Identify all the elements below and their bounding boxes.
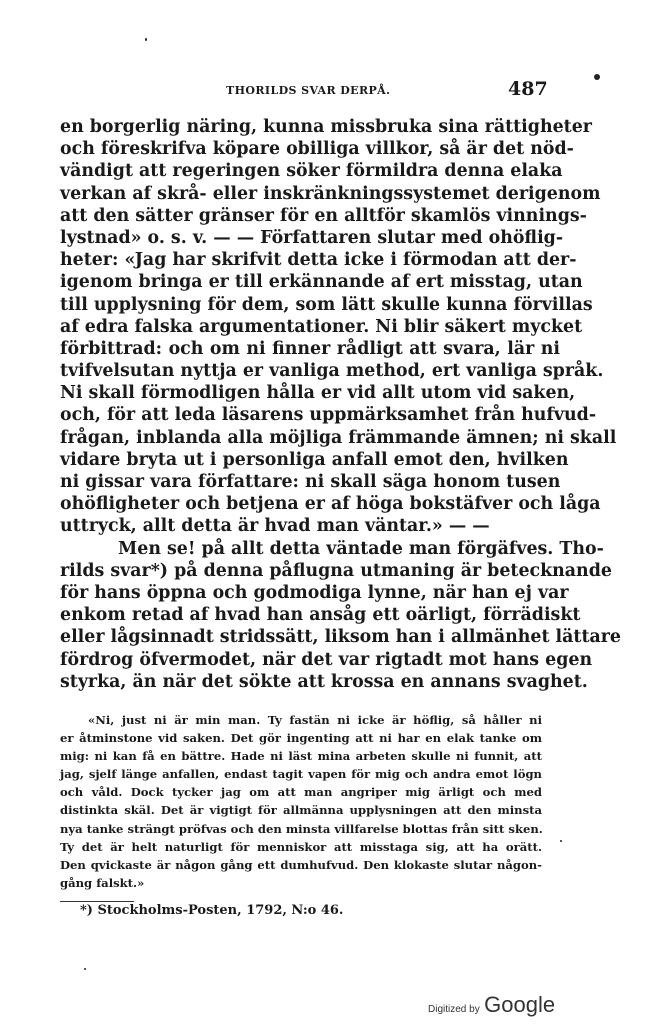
quote-line: distinkta skäl. Det är vigtigt för allmänna upplysningen att den minsta xyxy=(60,803,542,818)
body-line: att den sätter gränser för en alltför skamlös vinnings- xyxy=(60,205,587,226)
quote-line: Ty det är helt naturligt för menniskor att misstaga sig, att ha orätt. xyxy=(60,839,542,854)
quote-line: jag, sjelf länge anfallen, endast tagit vapen för mig och andra emot lögn xyxy=(60,767,542,782)
body-line: igenom bringa er till erkännande af ert misstag, utan xyxy=(60,272,583,293)
body-line: frågan, inblanda alla möjliga främmande ämnen; ni skall xyxy=(60,427,617,448)
body-line: fördrog öfvermodet, när det var rigtadt mot hans egen xyxy=(60,649,593,670)
body-line: eller lågsinnadt stridssätt, liksom han i allmänhet lättare xyxy=(60,627,621,648)
body-line: Men se! på allt detta väntade man förgäfves. Tho- xyxy=(118,538,604,559)
body-line: och föreskrifva köpare obilliga villkor, så är det nöd- xyxy=(60,139,574,160)
body-line: förbittrad: och om ni finner rådligt att svara, lär ni xyxy=(60,338,560,359)
quote-line: mig: ni kan få en bättre. Hade ni läst mina arbeten skulle ni funnit, att xyxy=(60,749,542,764)
body-line: lystnad» o. s. v. — — Författaren slutar med ohöflig- xyxy=(60,227,564,248)
body-line: verkan af skrå- eller inskränkningssystemet derigenom xyxy=(60,183,601,204)
footnote: *) Stockholms-Posten, 1792, N:o 46. xyxy=(80,903,344,918)
body-line: vändigt att regeringen söker förmildra denna elaka xyxy=(60,161,563,182)
body-line: ni gissar vara författare: ni skall säga honom tusen xyxy=(60,472,561,492)
quote-line: och våld. Dock tycker jag om att man angriper mig ärligt och med xyxy=(60,785,542,800)
quote-line: «Ni, just ni är min man. Ty fastän ni icke är höflig, så håller ni xyxy=(88,713,542,727)
body-line: af edra falska argumentationer. Ni blir säkert mycket xyxy=(60,316,583,337)
body-line: heter: «Jag har skrifvit detta icke i förmodan att der- xyxy=(60,250,577,271)
body-line: styrka, än när det sökte att krossa en annans svaghet. xyxy=(60,671,588,692)
body-line: ohöfligheter och betjena er af höga bokstäfver och låga xyxy=(60,494,601,515)
block-quote xyxy=(60,711,542,892)
quote-line: gång falskt.» xyxy=(60,875,145,890)
body-line: tvifvelsutan nyttja er vanliga method, ert vanliga språk. xyxy=(60,361,604,382)
ink-speck xyxy=(560,840,562,842)
body-line: Ni skall förmodligen hålla er vid allt utom vid saken, xyxy=(60,383,576,404)
body-line: till upplysning för dem, som lätt skulle kunna förvillas xyxy=(60,294,593,315)
digitized-watermark xyxy=(428,992,555,1018)
body-line: en borgerlig näring, kunna missbruka sina rättigheter xyxy=(60,117,592,137)
body-line: uttryck, allt detta är hvad man väntar.» — — xyxy=(60,516,490,537)
running-title: THORILDS SVAR DERPÅ. xyxy=(226,84,391,97)
quote-line: Den qvickaste är någon gång ett dumhufvud. Den klokaste slutar någon- xyxy=(60,857,542,872)
body-line: enkom retad af hvad han ansåg ett oärligt, förrädiskt xyxy=(60,605,581,626)
ink-speck xyxy=(84,968,86,970)
footnote-divider xyxy=(60,901,134,902)
body-line: vidare bryta ut i personliga anfall emot den, hvilken xyxy=(60,449,569,470)
quote-line: er åtminstone vid saken. Det gör ingenting att ni har en elak tanke om xyxy=(60,731,542,746)
body-text xyxy=(60,116,621,693)
body-line: och, för att leda läsarens uppmärksamhet från hufvud- xyxy=(60,405,597,426)
body-line: rilds svar*) på denna påflugna utmaning är betecknande xyxy=(60,560,612,581)
page-number: 487 xyxy=(508,78,548,100)
ink-speck xyxy=(145,38,147,41)
google-logo: Google xyxy=(484,992,556,1017)
body-line: för hans öppna och godmodiga lynne, när han ej var xyxy=(60,582,569,603)
watermark-prefix: Digitized by xyxy=(428,1004,480,1015)
ink-speck xyxy=(594,74,600,80)
quote-line: nya tanke strängt pröfvas och den minsta villfarelse blottas från sitt sken. xyxy=(60,821,543,836)
